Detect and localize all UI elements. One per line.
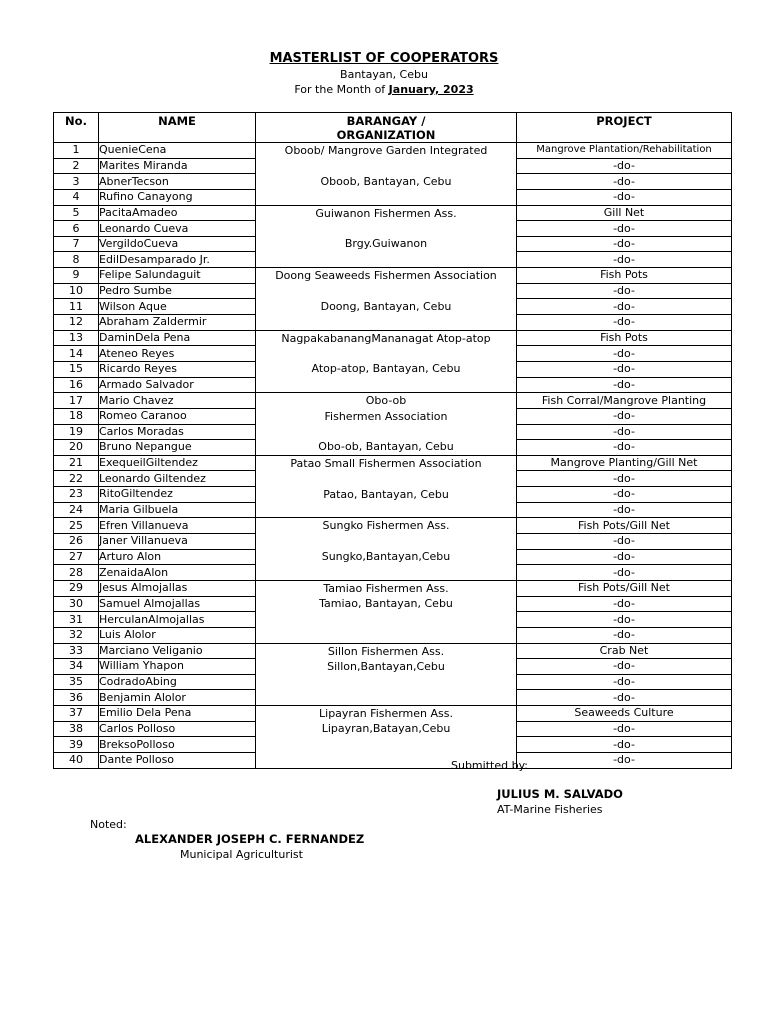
project-cell: Gill Net <box>517 205 732 221</box>
row-number: 8 <box>54 252 99 268</box>
organization-line <box>256 502 516 517</box>
cooperator-name: Maria Gilbuela <box>99 502 256 518</box>
project-cell: Fish Pots <box>517 268 732 284</box>
organization-line: Fishermen Association <box>324 409 448 423</box>
row-number: 5 <box>54 205 99 221</box>
project-cell: -do- <box>517 737 732 753</box>
project-cell: Crab Net <box>517 643 732 659</box>
table-row <box>54 580 732 596</box>
table-row <box>54 518 732 534</box>
project-cell: -do- <box>517 721 732 737</box>
cooperator-name: RitoGiltendez <box>99 487 256 503</box>
row-number: 30 <box>54 596 99 612</box>
cooperator-name: CodradoAbing <box>99 674 256 690</box>
table-row <box>54 706 732 722</box>
project-cell: Fish Corral/Mangrove Planting <box>517 393 732 409</box>
organization-line: Tamiao, Bantayan, Cebu <box>319 597 453 611</box>
cooperator-name: Efren Villanueva <box>99 518 256 534</box>
table-body <box>54 143 732 769</box>
row-number: 22 <box>54 471 99 487</box>
row-number: 25 <box>54 518 99 534</box>
row-number: 28 <box>54 565 99 581</box>
table-row <box>54 393 732 409</box>
cooperator-name: BreksoPolloso <box>99 737 256 753</box>
cooperator-name: Armado Salvador <box>99 377 256 393</box>
organization-line: Oboob/ Mangrove Garden Integrated <box>284 144 488 157</box>
row-number: 1 <box>54 143 99 159</box>
cooperator-name: ZenaidaAlon <box>99 565 256 581</box>
row-number: 13 <box>54 330 99 346</box>
project-cell: -do- <box>517 659 732 675</box>
noter-name: ALEXANDER JOSEPH C. FERNANDEZ <box>135 832 365 846</box>
cooperator-name: DaminDela Pena <box>99 330 256 346</box>
organization-line <box>256 627 516 642</box>
organization-line: Lipayran Fishermen Ass. <box>319 707 453 721</box>
row-number: 31 <box>54 612 99 628</box>
column-header-no: No. <box>54 113 99 143</box>
submitter-name: JULIUS M. SALVADO <box>497 787 623 801</box>
cooperator-name: William Yhapon <box>99 659 256 675</box>
organization-line <box>256 612 516 627</box>
cooperator-name: Luis Alolor <box>99 627 256 643</box>
project-cell: -do- <box>517 690 732 706</box>
row-number: 37 <box>54 706 99 722</box>
organization-line <box>256 377 516 392</box>
cooperator-name: ExequeilGiltendez <box>99 455 256 471</box>
cooperator-name: EdilDesamparado Jr. <box>99 252 256 268</box>
project-cell: -do- <box>517 236 732 252</box>
organization-line <box>256 471 516 486</box>
project-cell: -do- <box>517 596 732 612</box>
column-header-project: PROJECT <box>517 113 732 143</box>
cooperator-name: HerculanAlmojallas <box>99 612 256 628</box>
organization-line <box>256 690 516 705</box>
project-cell: -do- <box>517 471 732 487</box>
row-number: 36 <box>54 690 99 706</box>
organization-line: Oboob, Bantayan, Cebu <box>320 174 452 188</box>
project-cell: -do- <box>517 361 732 377</box>
row-number: 39 <box>54 737 99 753</box>
month-subtitle <box>0 83 768 96</box>
row-number: 3 <box>54 174 99 190</box>
organization-line: Patao, Bantayan, Cebu <box>323 487 449 501</box>
noted-label: Noted: <box>90 818 127 831</box>
project-cell: -do- <box>517 174 732 190</box>
cooperator-name: Felipe Salundaguit <box>99 268 256 284</box>
row-number: 35 <box>54 674 99 690</box>
organization-line: Atop-atop, Bantayan, Cebu <box>311 362 461 376</box>
row-number: 19 <box>54 424 99 440</box>
organization-line: Sillon,Bantayan,Cebu <box>327 659 445 673</box>
project-cell: Seaweeds Culture <box>517 706 732 722</box>
table-row <box>54 643 732 659</box>
document-title: MASTERLIST OF COOPERATORS <box>269 51 499 66</box>
row-number: 23 <box>54 487 99 503</box>
cooperator-name: Ricardo Reyes <box>99 361 256 377</box>
table-row <box>54 455 732 471</box>
organization-line: Obo-ob <box>365 394 407 408</box>
month-value: January, 2023 <box>388 83 474 96</box>
cooperator-name: Ateneo Reyes <box>99 346 256 362</box>
organization-line: Lipayran,Batayan,Cebu <box>321 722 451 736</box>
organization-line: Sillon Fishermen Ass. <box>327 644 445 658</box>
cooperator-name: AbnerTecson <box>99 174 256 190</box>
cooperator-name: Dante Polloso <box>99 752 256 768</box>
cooperator-name: Mario Chavez <box>99 393 256 409</box>
organization-line: Doong Seaweeds Fishermen Association <box>275 269 497 283</box>
project-cell: Mangrove Plantation/Rehabilitation <box>517 143 732 159</box>
row-number: 16 <box>54 377 99 393</box>
cooperator-name: Carlos Moradas <box>99 424 256 440</box>
row-number: 6 <box>54 221 99 237</box>
cooperator-name: Leonardo Cueva <box>99 221 256 237</box>
row-number: 32 <box>54 627 99 643</box>
organization-cell <box>256 268 517 331</box>
project-cell: -do- <box>517 612 732 628</box>
cooperator-name: Jesus Almojallas <box>99 580 256 596</box>
organization-line: Sungko,Bantayan,Cebu <box>321 550 451 564</box>
organization-line <box>256 674 516 689</box>
organization-line: Patao Small Fishermen Association <box>290 456 482 470</box>
row-number: 17 <box>54 393 99 409</box>
row-number: 34 <box>54 659 99 675</box>
organization-line <box>256 346 516 361</box>
organization-cell <box>256 143 517 206</box>
project-cell: Mangrove Planting/Gill Net <box>517 455 732 471</box>
project-cell: Fish Pots/Gill Net <box>517 518 732 534</box>
cooperator-name: Rufino Canayong <box>99 189 256 205</box>
row-number: 9 <box>54 268 99 284</box>
organization-line: Tamiao Fishermen Ass. <box>323 581 449 595</box>
project-cell: -do- <box>517 315 732 331</box>
project-cell: -do- <box>517 534 732 550</box>
project-cell: -do- <box>517 158 732 174</box>
row-number: 24 <box>54 502 99 518</box>
project-cell: -do- <box>517 627 732 643</box>
location-subtitle: Bantayan, Cebu <box>340 68 428 81</box>
row-number: 29 <box>54 580 99 596</box>
table-row <box>54 330 732 346</box>
row-number: 33 <box>54 643 99 659</box>
project-cell: -do- <box>517 377 732 393</box>
organization-line: Brgy.Guiwanon <box>344 237 428 251</box>
noter-role: Municipal Agriculturist <box>180 848 303 861</box>
project-cell: -do- <box>517 752 732 768</box>
project-cell: -do- <box>517 424 732 440</box>
row-number: 4 <box>54 189 99 205</box>
organization-line <box>256 737 516 752</box>
cooperator-name: VergildoCueva <box>99 236 256 252</box>
table-row <box>54 205 732 221</box>
row-number: 38 <box>54 721 99 737</box>
project-cell: -do- <box>517 565 732 581</box>
organization-line <box>256 534 516 549</box>
cooperator-name: Romeo Caranoo <box>99 408 256 424</box>
cooperators-table <box>53 112 732 769</box>
row-number: 2 <box>54 158 99 174</box>
organization-cell <box>256 580 517 643</box>
project-cell: Fish Pots/Gill Net <box>517 580 732 596</box>
project-cell: -do- <box>517 487 732 503</box>
organization-line: Doong, Bantayan, Cebu <box>320 299 452 313</box>
cooperator-name: Carlos Polloso <box>99 721 256 737</box>
cooperator-name: Benjamin Alolor <box>99 690 256 706</box>
project-cell: -do- <box>517 221 732 237</box>
row-number: 12 <box>54 315 99 331</box>
cooperator-name: Wilson Aque <box>99 299 256 315</box>
row-number: 15 <box>54 361 99 377</box>
project-cell: -do- <box>517 346 732 362</box>
column-header-organization: BARANGAY / ORGANIZATION <box>256 113 517 143</box>
project-cell: -do- <box>517 674 732 690</box>
row-number: 18 <box>54 408 99 424</box>
project-cell: -do- <box>517 440 732 456</box>
cooperator-name: Leonardo Giltendez <box>99 471 256 487</box>
organization-cell <box>256 393 517 456</box>
table-row <box>54 143 732 159</box>
organization-cell <box>256 205 517 268</box>
column-header-name: NAME <box>99 113 256 143</box>
organization-line: Guiwanon Fishermen Ass. <box>315 206 457 220</box>
organization-cell <box>256 643 517 706</box>
cooperator-name: Abraham Zaldermir <box>99 315 256 331</box>
row-number: 27 <box>54 549 99 565</box>
row-number: 20 <box>54 440 99 456</box>
organization-cell <box>256 455 517 518</box>
table-row <box>54 268 732 284</box>
cooperator-name: Emilio Dela Pena <box>99 706 256 722</box>
project-cell: -do- <box>517 283 732 299</box>
organization-line: Sungko Fishermen Ass. <box>322 519 450 533</box>
cooperator-name: PacitaAmadeo <box>99 205 256 221</box>
organization-line: Obo-ob, Bantayan, Cebu <box>318 440 454 454</box>
project-cell: -do- <box>517 549 732 565</box>
organization-line <box>256 158 516 173</box>
organization-cell <box>256 330 517 393</box>
month-prefix: For the Month of <box>294 83 386 96</box>
organization-line <box>256 189 516 204</box>
cooperator-name: Samuel Almojallas <box>99 596 256 612</box>
project-cell: -do- <box>517 252 732 268</box>
project-cell: -do- <box>517 502 732 518</box>
project-cell: -do- <box>517 299 732 315</box>
organization-cell <box>256 518 517 581</box>
organization-line <box>256 565 516 580</box>
row-number: 26 <box>54 534 99 550</box>
project-cell: -do- <box>517 408 732 424</box>
cooperator-name: QuenieCena <box>99 143 256 159</box>
row-number: 10 <box>54 283 99 299</box>
organization-line <box>256 284 516 299</box>
cooperator-name: Arturo Alon <box>99 549 256 565</box>
row-number: 7 <box>54 236 99 252</box>
organization-line: NagpakabanangMananagat Atop-atop <box>281 331 491 345</box>
row-number: 40 <box>54 752 99 768</box>
row-number: 11 <box>54 299 99 315</box>
submitted-by-label: Submitted by: <box>451 759 528 772</box>
cooperator-name: Marites Miranda <box>99 158 256 174</box>
organization-line <box>256 314 516 329</box>
row-number: 14 <box>54 346 99 362</box>
cooperator-name: Marciano Veliganio <box>99 643 256 659</box>
project-cell: Fish Pots <box>517 330 732 346</box>
row-number: 21 <box>54 455 99 471</box>
project-cell: -do- <box>517 189 732 205</box>
cooperator-name: Janer Villanueva <box>99 534 256 550</box>
cooperator-name: Pedro Sumbe <box>99 283 256 299</box>
table-header-row <box>54 113 732 143</box>
organization-line <box>256 221 516 236</box>
submitter-role: AT-Marine Fisheries <box>497 803 603 816</box>
organization-line <box>256 424 516 439</box>
cooperator-name: Bruno Nepangue <box>99 440 256 456</box>
organization-line <box>256 252 516 267</box>
